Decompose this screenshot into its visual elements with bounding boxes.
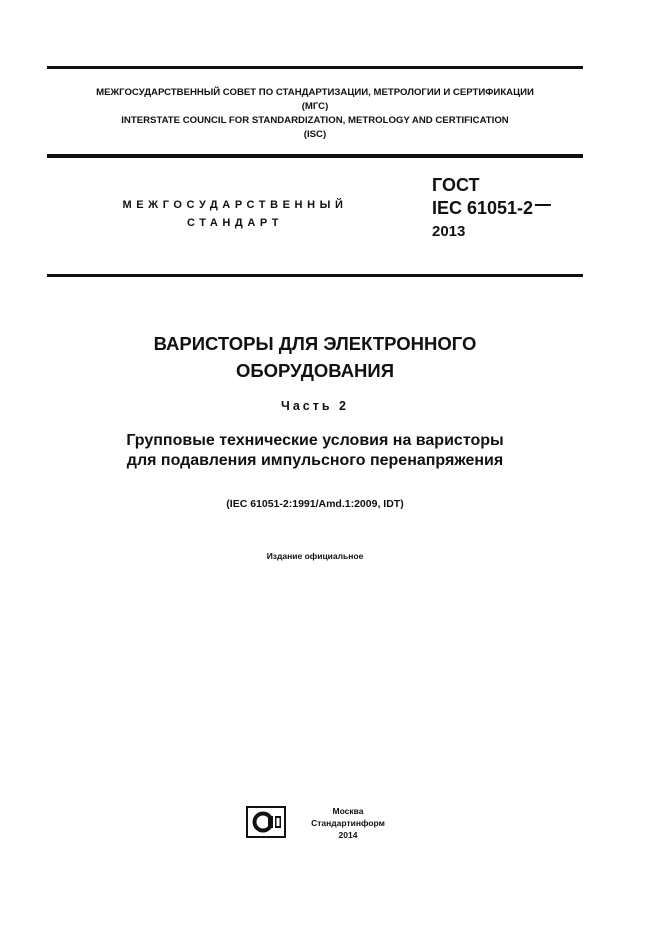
- gost-label: ГОСТ: [432, 175, 480, 195]
- subtitle-line1: Групповые технические условия на варисторы: [126, 432, 504, 449]
- council-en-name: INTERSTATE COUNCIL FOR STANDARDIZATION, METROLOGY AND CERTIFICATION: [121, 115, 509, 126]
- top-divider: [47, 66, 583, 69]
- publisher-name: Стандартинформ: [311, 818, 385, 828]
- gost-number-row: [432, 197, 551, 220]
- standard-type-line2: СТАНДАРТ: [186, 217, 284, 229]
- council-ru-abbr: (МГС): [301, 101, 329, 112]
- council-en-abbr: (ISC): [303, 129, 327, 140]
- title-line1: ВАРИСТОРЫ ДЛЯ ЭЛЕКТРОННОГО: [153, 333, 477, 354]
- council-ru-name: МЕЖГОСУДАРСТВЕННЫЙ СОВЕТ ПО СТАНДАРТИЗАЦИИ, МЕТРОЛОГИИ И СЕРТИФИКАЦИИ: [96, 87, 534, 98]
- publisher-year: 2014: [338, 830, 358, 840]
- year-dash: [535, 204, 551, 206]
- document-subtitle: [47, 431, 583, 471]
- gost-designation: [432, 174, 551, 243]
- title-line2: ОБОРУДОВАНИЯ: [235, 360, 395, 381]
- part-number: Часть 2: [281, 399, 349, 413]
- publisher-city: Москва: [332, 806, 364, 816]
- bottom-divider: [47, 274, 583, 277]
- standartinform-logo-icon: [246, 806, 286, 838]
- gost-year: 2013: [432, 223, 466, 240]
- subtitle-line2: для подавления импульсного перенапряжения: [126, 452, 504, 469]
- middle-divider: [47, 154, 583, 158]
- iec-reference: (IEC 61051-2:1991/Amd.1:2009, IDT): [226, 498, 404, 510]
- publisher-info: [304, 805, 392, 841]
- standard-type-line1: МЕЖГОСУДАРСТВЕННЫЙ: [122, 199, 348, 211]
- council-header: [47, 86, 583, 142]
- standard-type-label: [95, 196, 375, 232]
- gost-number: IEC 61051-2: [432, 198, 534, 218]
- edition-note: Издание официальное: [266, 551, 364, 561]
- document-title: [47, 330, 583, 384]
